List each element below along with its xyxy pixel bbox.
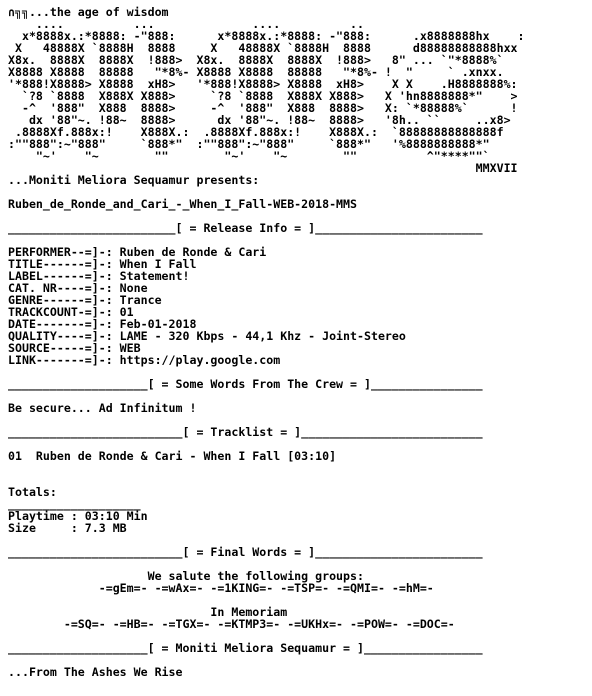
nfo-line: PERFORMER--=]-: Ruben de Ronde & Cari xyxy=(8,245,267,259)
nfo-line: Totals: xyxy=(8,485,57,499)
nfo-line xyxy=(8,474,525,486)
nfo-line: ...Moniti Meliora Sequamur presents: xyxy=(8,173,260,187)
nfo-line: .8888Xf.888x:! X888X.: .8888Xf.888x:! X888X.: `88888888888888f xyxy=(8,125,504,139)
nfo-line: TITLE------=]-: When I Fall xyxy=(8,257,197,271)
nfo-line: GENRE------=]-: Trance xyxy=(8,293,162,307)
nfo-line: ____________________[ = Moniti Meliora Sequamur = ]_________________ xyxy=(8,641,483,655)
nfo-line: X8x. 8888X 8888X !888> X8x. 8888X 8888X !888> 8" ... `"*8888%` xyxy=(8,53,504,67)
nfo-line: TRACKCOUNT-=]-: 01 xyxy=(8,305,134,319)
nfo-line: Ruben_de_Ronde_and_Cari_-_When_I_Fall-WEB-2018-MMS xyxy=(8,197,358,211)
nfo-line: _________________________[ = Tracklist = ]__________________________ xyxy=(8,425,483,439)
nfo-line: SOURCE-----=]-: WEB xyxy=(8,341,141,355)
nfo-line: ∩╗╗...the age of wisdom xyxy=(8,5,169,19)
nfo-line: -^ '888" X888 8888> -^ '888" X888 8888> X: `*88888%` ! xyxy=(8,101,518,115)
nfo-line: QUALITY----=]-: LAME - 320 Kbps - 44,1 Khz - Joint-Stereo xyxy=(8,329,406,343)
nfo-text xyxy=(8,6,525,678)
nfo-line: `?8 `8888 X888X X888> `?8 `8888 X888X X888> X 'hn8888888*" > xyxy=(8,89,518,103)
nfo-line: CAT. NR----=]-: None xyxy=(8,281,148,295)
nfo-line: Size : 7.3 MB xyxy=(8,521,127,535)
nfo-line: .... ... .... .. xyxy=(8,17,364,31)
nfo-line: Be secure... Ad Infinitum ! xyxy=(8,401,197,415)
nfo-line: -=gEm=- -=wAx=- -=1KING=- -=TSP=- -=QMI=- -=hM=- xyxy=(8,581,434,595)
nfo-line: 01 Ruben de Ronde & Cari - When I Fall [03:10] xyxy=(8,449,337,463)
nfo-line: MMXVII xyxy=(8,161,518,175)
nfo-line: LINK-------=]-: https://play.google.com xyxy=(8,353,281,367)
nfo-line: ...From The Ashes We Rise xyxy=(8,665,183,679)
nfo-line: x*8888x.:*8888: -"888: x*8888x.:*8888: -"888: .x8888888hx : xyxy=(8,29,525,43)
nfo-line: ____________________[ = Some Words From The Crew = ]________________ xyxy=(8,377,483,391)
nfo-line: DATE-------=]-: Feb-01-2018 xyxy=(8,317,197,331)
nfo-line: Playtime : 03:10 Min xyxy=(8,509,148,523)
nfo-line: In Memoriam xyxy=(8,605,288,619)
nfo-line: ___________________ xyxy=(8,497,141,511)
nfo-line: dx '88"~. !88~ 8888> dx '88"~. !88~ 8888> '8h.. `` ..x8> xyxy=(8,113,511,127)
nfo-line: LABEL------=]-: Statement! xyxy=(8,269,190,283)
nfo-line: _________________________[ = Final Words = ]________________________ xyxy=(8,545,483,559)
nfo-line: -=SQ=- -=HB=- -=TGX=- -=KTMP3=- -=UKHx=- -=POW=- -=DOC=- xyxy=(8,617,455,631)
nfo-line: ________________________[ = Release Info = ]________________________ xyxy=(8,221,483,235)
nfo-line: X 48888X `8888H 8888 X 48888X `8888H 8888 d88888888888hxx xyxy=(8,41,518,55)
nfo-line: :""888":~"888" `888*" :""888":~"888" `888*" '%8888888888*" xyxy=(8,137,490,151)
nfo-line: "~' "~ "" "~' "~ "" ^"****""` xyxy=(8,149,490,163)
nfo-line: X8888 X8888 88888 "*8%- X8888 X8888 88888 "*8%- ! " ` .xnxx. xyxy=(8,65,504,79)
nfo-line xyxy=(8,462,525,474)
nfo-line: We salute the following groups: xyxy=(8,569,364,583)
nfo-line: '*888!X8888> X8888 xH8> '*888!X8888> X8888 xH8> X X .H8888888%: xyxy=(8,77,518,91)
